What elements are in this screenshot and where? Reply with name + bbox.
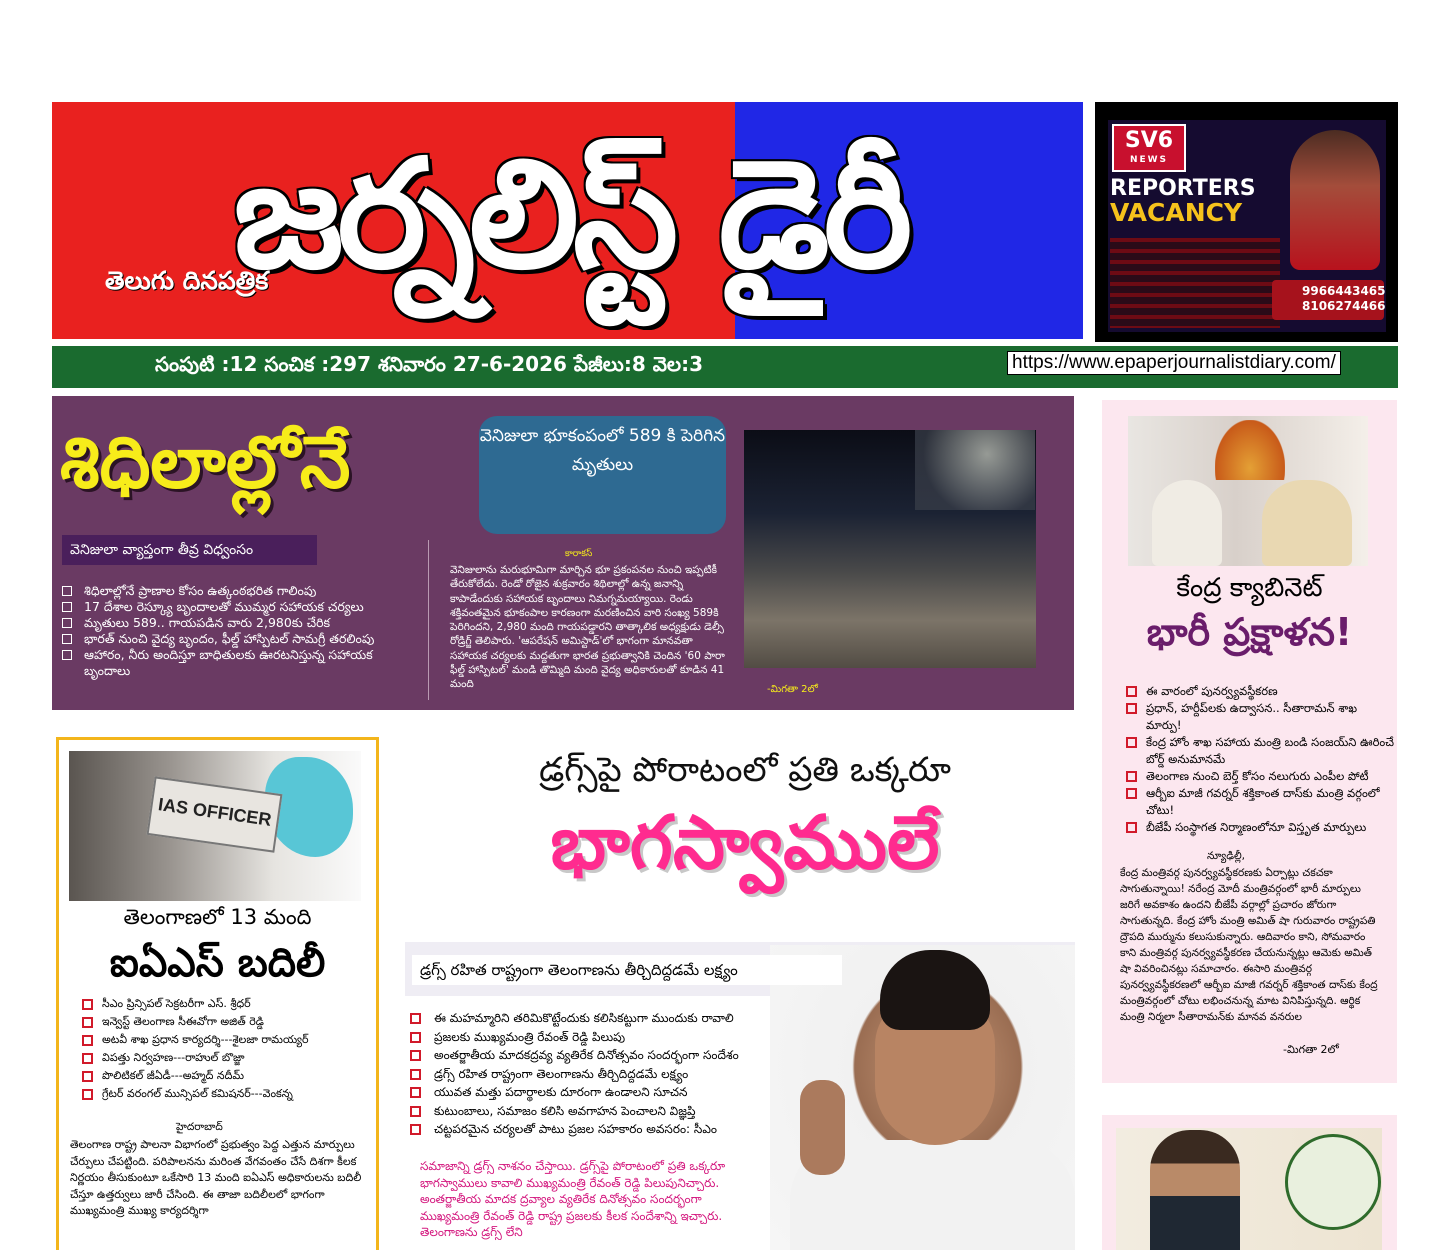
ias-headline-2[interactable]: ఐఏఎస్ బదిలీ [109,940,326,986]
list-item: చట్టపరమైన చర్యలతో పాటు ప్రజల సహకారం అవసరం: సీఎం [408,1120,808,1139]
cm-photo-hair [880,950,990,1030]
ias-headline-1[interactable]: తెలంగాణలో 13 మంది [123,905,312,929]
list-item: భారత్ నుంచి వైద్య బృందం, ఫీల్డ్ హాస్పిటల్ సామగ్రీ తరలింపు [60,631,420,647]
list-item: కేంద్ర హోం శాఖ సహాయ మంత్రి బండి సంజయ్‌ని ఊరించే బోర్డ్ అనుమానమే [1124,734,1396,768]
ad-logo-text: SV6 [1124,128,1174,153]
ad-logo [1112,124,1186,172]
ias-nameplate: IAS OFFICER [147,776,283,852]
official-portrait [1150,1130,1240,1250]
telangana-seal-icon [1285,1134,1381,1230]
list-item: కుటుంబాలు, సమాజం కలిసి అవగాహన పెంచాలని విజ్ఞప్తి [408,1102,808,1121]
list-item: గ్రేటర్ వరంగల్ మున్సిపల్ కమిషనర్---వెంకన్న [80,1085,375,1103]
lotus-emblem [1215,420,1285,480]
issue-info: సంపుటి :12 సంచిక :297 శనివారం 27-6-2026 పేజీలు:8 వెల:3 [155,352,704,376]
ias-dateline: హైదరాబాద్ [176,1121,223,1133]
masthead-title: జర్నలిస్ట్ డైరీ [233,128,907,302]
list-item: ఇన్వెస్ట్ తెలంగాణ సీఈవోగా అజిత్ రెడ్డి [80,1013,375,1031]
cabinet-bullet-list [1124,683,1396,836]
list-item: ప్రధాన్, హర్దీప్‌లకు ఉద్వాసన.. సీతారామన్ శాఖ మార్పు! [1124,700,1396,734]
lead-callout: వెనిజులా భూకంపంలో 589 కి పెరిగిన మృతులు [479,416,726,534]
list-item: ఈ మహమ్మారిని తరిమికొట్టేందుకు కలిసికట్టుగా ముందుకు రావాలి [408,1009,808,1028]
drugs-headline-2[interactable]: భాగస్వాములే [550,800,940,886]
list-item: సీఎం ప్రిన్సిపల్ సెక్రటరీగా ఎస్. శ్రీధర్ [80,995,375,1013]
drugs-headline-1[interactable]: డ్రగ్స్‌పై పోరాటంలో ప్రతి ఒక్కరూ [539,750,951,790]
list-item: బీజేపీ సంస్థాగత నిర్మాణంలోనూ విస్తృత మార్పులు [1124,819,1396,836]
list-item: 17 దేశాల రెస్క్యూ బృందాలతో ముమ్మర సహాయక చర్యలు [60,599,420,615]
list-item: శిధిలాల్లోనే ప్రాణాల కోసం ఉత్కంఠభరిత గాలింపు [60,583,420,599]
list-item: డ్రగ్స్ రహిత రాష్ట్రంగా తెలంగాణను తీర్చిదిద్దడమే లక్ష్యం [408,1065,808,1084]
cabinet-headline-2[interactable]: భారీ ప్రక్షాళన! [1146,610,1353,654]
drugs-bullet-list [408,1009,808,1139]
ad-headline-2: VACANCY [1110,198,1243,227]
lead-bullet-list [60,583,420,679]
ad-headline-1: REPORTERS [1110,176,1256,201]
list-item: విపత్తు నిర్వహణ---రాహుల్ బొజ్జా [80,1049,375,1067]
photo-person-left [1152,480,1222,566]
cabinet-body: కేంద్ర మంత్రివర్గ పునర్వ్యవస్థీకరణకు ఏర్పాట్లు చకచకా సాగుతున్నాయి! నరేంద్ర మోదీ మంత్రివర్గంలో భారీ మార్పులు జరిగే అవకాశం ఉందని బీజేపీ వర్గాల్లో ప్రచారం జోరుగా సాగుతున్నది. కేంద్ర హోం మంత్రి అమిత్ షా గురువారం రాష్ట్రపతి ద్రౌపది ముర్మును కలుసుకున్నారు. ఆదివారం కాని, సోమవారం కాని మంత్రివర్గ పునర్వ్యవస్థీకరణ చేయనున్నట్లు ఆమెకు అమిత్ షా వివరించినట్లు సమాచారం. ఈసారి మంత్రివర్గ పునర్వ్యవస్థీకరణలో ఆర్బీఐ మాజీ గవర్నర్ శక్తికాంత దాస్‌కు కేంద్ర మంత్రివర్గంలో చోటు లభించనున్న మాట వినిపిస్తున్నది. ఆర్థిక మంత్రి నిర్మలా సీతారామన్‌కు మానవ వనరుల [1120,867,1378,1023]
site-url-link[interactable]: https://www.epaperjournalistdiary.com/ [1007,351,1341,375]
list-item: పొలిటికల్ జీఏడీ---అహ్మద్ నదీమ్ [80,1067,375,1085]
cabinet-headline-1[interactable]: కేంద్ర క్యాబినెట్ [1176,573,1323,603]
drugs-tag: డ్రగ్స్ రహిత రాష్ట్రంగా తెలంగాణను తీర్చిదిద్దడమే లక్ష్యం [412,955,842,985]
list-item: అంతర్జాతీయ మాదకద్రవ్య వ్యతిరేక దినోత్సవం సందర్భంగా సందేశం [408,1046,808,1065]
ad-location-list [1110,238,1280,328]
lead-continued[interactable]: -మిగతా 2లో [767,684,818,695]
list-item: మృతులు 589.. గాయపడిన వారు 2,980కు చేరిక [60,615,420,631]
ias-body: తెలంగాణ రాష్ట్ర పాలనా విభాగంలో ప్రభుత్వం పెద్ద ఎత్తున మార్పులు చేర్పులు చేపట్టింది. పరిపాలనను మరింత వేగవంతం చేసే దిశగా కీలక నిర్ణయం తీసుకుంటూ ఒకేసారి 13 మంది ఐఏఎస్ అధికారులను బదిలీ చేస్తూ ఉత్తర్వులు జారీ చేసింది. ఈ తాజా బదిలీలలో భాగంగా ముఖ్యమంత్రి ముఖ్య కార్యదర్శిగా [70,1138,362,1217]
cabinet-dateline: న్యూఢిల్లీ, [1207,850,1245,862]
list-item: తెలంగాణ నుంచి బెర్త్ కోసం నలుగురు ఎంపీల పోటీ [1124,768,1396,785]
ad-phone-2: 8106274466 [1302,299,1386,313]
lead-tag: వెనిజులా వ్యాప్తంగా తీవ్ర విధ్వంసం [62,535,317,565]
ad-anchor-photo [1290,130,1380,270]
lead-dateline: కారాకస్ [565,549,593,559]
ad-phone-1: 9966443465 [1302,284,1386,298]
list-item: యువత మత్తు పదార్థాలకు దూరంగా ఉండాలని సూచన [408,1083,808,1102]
list-item: అటవీ శాఖ ప్రధాన కార్యదర్శి---శైలజా రామయ్యర్ [80,1031,375,1049]
ias-bullet-list [80,995,375,1103]
list-item: ప్రజలకు ముఖ్యమంత్రి రేవంత్ రెడ్డి పిలుపు [408,1028,808,1047]
list-item: ఆర్బీఐ మాజీ గవర్నర్ శక్తికాంత దాస్‌కు మంత్రి వర్గంలో చోటు! [1124,785,1396,819]
list-item: ఈ వారంలో పునర్వ్యవస్థీకరణ [1124,683,1396,700]
masthead-subtitle: తెలుగు దినపత్రిక [105,266,269,295]
earthquake-photo-light [915,430,1035,510]
ad-logo-small: NEWS [1129,155,1169,165]
drugs-body: సమాజాన్ని డ్రగ్స్ నాశనం చేస్తాయి. డ్రగ్స్‌పై పోరాటంలో ప్రతి ఒక్కరూ భాగస్వాములు కావాలి ముఖ్యమంత్రి రేవంత్ రెడ్డి పిలుపునిచ్చారు. అంతర్జాతీయ మాదక ద్రవ్యాల వ్యతిరేక దినోత్సవం సందర్భంగా ముఖ్యమంత్రి రేవంత్ రెడ్డి రాష్ట్ర ప్రజలకు కీలక సందేశాన్ని ఇచ్చారు. తెలంగాణను డ్రగ్స్ లేని [420,1159,726,1240]
cabinet-continued[interactable]: -మిగతా 2లో [1283,1043,1339,1056]
lead-headline[interactable]: శిధిలాల్లోనే [60,420,351,504]
list-item: ఆహారం, నీరు అందిస్తూ బాధితులకు ఊరటనిస్తున్న సహాయక బృందాలు [60,647,420,679]
photo-person-right [1262,480,1352,566]
lead-body: వెనిజులాను మరుభూమిగా మార్చిన భూ ప్రకంపనల నుంచి ఇప్పటికీ తేరుకోలేదు. రెండో రోజైన శుక్రవారం శిథిలాల్లో ఉన్న జనాన్ని కాపాడేందుకు సహాయక బృందాలు నిమగ్నమయ్యాయి. రెండు శక్తివంతమైన భూకంపాల కారణంగా మరణించిన వారి సంఖ్య 589కి పెరిగిందని, 2,980 మంది గాయపడ్డారని తాత్కాలిక అధ్యక్షుడు డెల్సీ రోడ్రిగ్జ్ తెలిపారు. 'ఆపరేషన్ అమిస్టాడ్'లో భాగంగా మానవతా సహాయక చర్యలకు మద్దతుగా భారత ప్రభుత్వానికి చెందిన '60 పారా ఫీల్డ్ హాస్పిటల్' మండి తొమ్మిది మంది వైద్య అధికారులతో కూడిన 41 మంది [450,564,725,691]
column-divider [428,540,429,700]
